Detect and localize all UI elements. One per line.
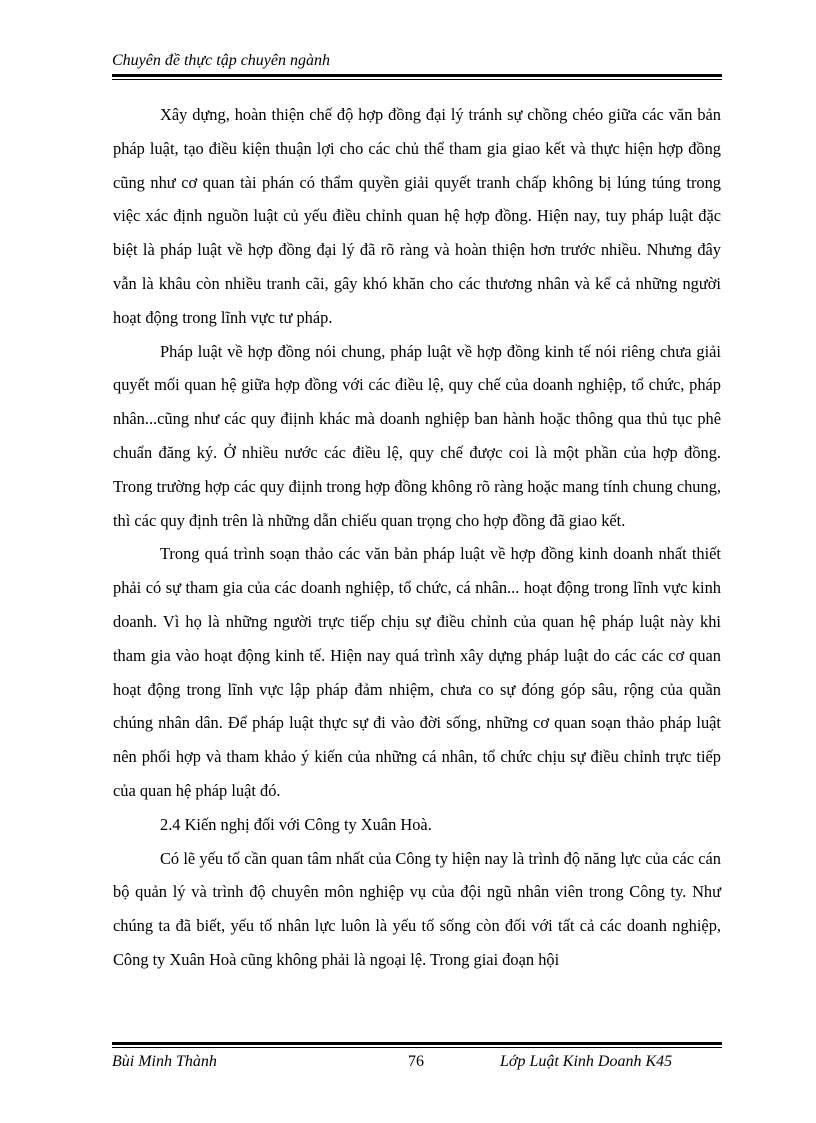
document-body (113, 98, 721, 977)
footer-author: Bùi Minh Thành (112, 1053, 217, 1070)
page-header-title: Chuyên đề thực tập chuyên ngành (112, 52, 330, 69)
paragraph: Có lẽ yếu tố cần quan tâm nhất của Công ty hiện nay là trình độ năng lực của các cán bộ quản lý và trình độ chuyên môn nghiệp vụ của đội ngũ nhân viên trong Công ty. Như chúng ta đã biết, yếu tố nhân lực luôn là yếu tố sống còn đối với tất cả các doanh nghiệp, Công ty Xuân Hoà cũng không phải là ngoại lệ. Trong giai đoạn hội (113, 848, 721, 969)
paragraph: Trong quá trình soạn thảo các văn bản pháp luật về hợp đồng kinh doanh nhất thiết phải có sự tham gia của các doanh nghiệp, tổ chức, cá nhân... hoạt động trong lĩnh vực kinh doanh. Vì họ là những người trực tiếp chịu sự điều chỉnh của quan hệ pháp luật này khi tham gia vào hoạt động kinh tế. Hiện nay quá trình xây dựng pháp luật do các các cơ quan hoạt động trong lĩnh vực lập pháp đảm nhiệm, chưa co sự đóng góp sâu, rộng của quần chúng nhân dân. Để pháp luật thực sự đi vào đời sống, những cơ quan soạn thảo pháp luật nên phối hợp và tham khảo ý kiến của những cá nhân, tổ chức chịu sự điều chỉnh trực tiếp của quan hệ pháp luật đó. (113, 544, 721, 800)
footer-class-name: Lớp Luật Kinh Doanh K45 (500, 1053, 673, 1070)
header-rule-thin (112, 79, 722, 80)
paragraph: Xây dựng, hoàn thiện chế độ hợp đồng đại lý tránh sự chồng chéo giữa các văn bản pháp luật, tạo điều kiện thuận lợi cho các chủ thể tham gia giao kết và thực hiện hợp đồng cũng như cơ quan tài phán có thẩm quyền giải quyết tranh chấp không bị lúng túng trong việc xác định nguồn luật củ yếu điều chỉnh quan hệ hợp đồng. Hiện nay, tuy pháp luật đặc biệt là pháp luật về hợp đồng đại lý đã rõ ràng và hoàn thiện hơn trước nhiều. Nhưng đây vẫn là khâu còn nhiều tranh cãi, gây khó khăn cho các thương nhân và kể cả những người hoạt động trong lĩnh vực tư pháp. (113, 105, 721, 327)
footer-rule-thick (112, 1042, 722, 1045)
page-number: 76 (408, 1053, 424, 1070)
footer-rule-thin (112, 1047, 722, 1048)
section-heading: 2.4 Kiến nghị đối với Công ty Xuân Hoà. (160, 814, 432, 834)
header-rule-thick (112, 74, 722, 77)
paragraph: Pháp luật về hợp đồng nói chung, pháp luật về hợp đồng kinh tế nói riêng chưa giải quyết mối quan hệ giữa hợp đồng với các điều lệ, quy chế của doanh nghiệp, tổ chức, pháp nhân...cũng như các quy điịnh khác mà doanh nghiệp ban hành hoặc thông qua thủ tục phê chuẩn đăng ký. Ở nhiều nước các điều lệ, quy chế được coi là một phần của hợp đồng. Trong trường hợp các quy điịnh trong hợp đồng không rõ ràng hoặc mang tính chung chung, thì các quy định trên là những dẫn chiếu quan trọng cho hợp đồng đã giao kết. (113, 341, 721, 530)
